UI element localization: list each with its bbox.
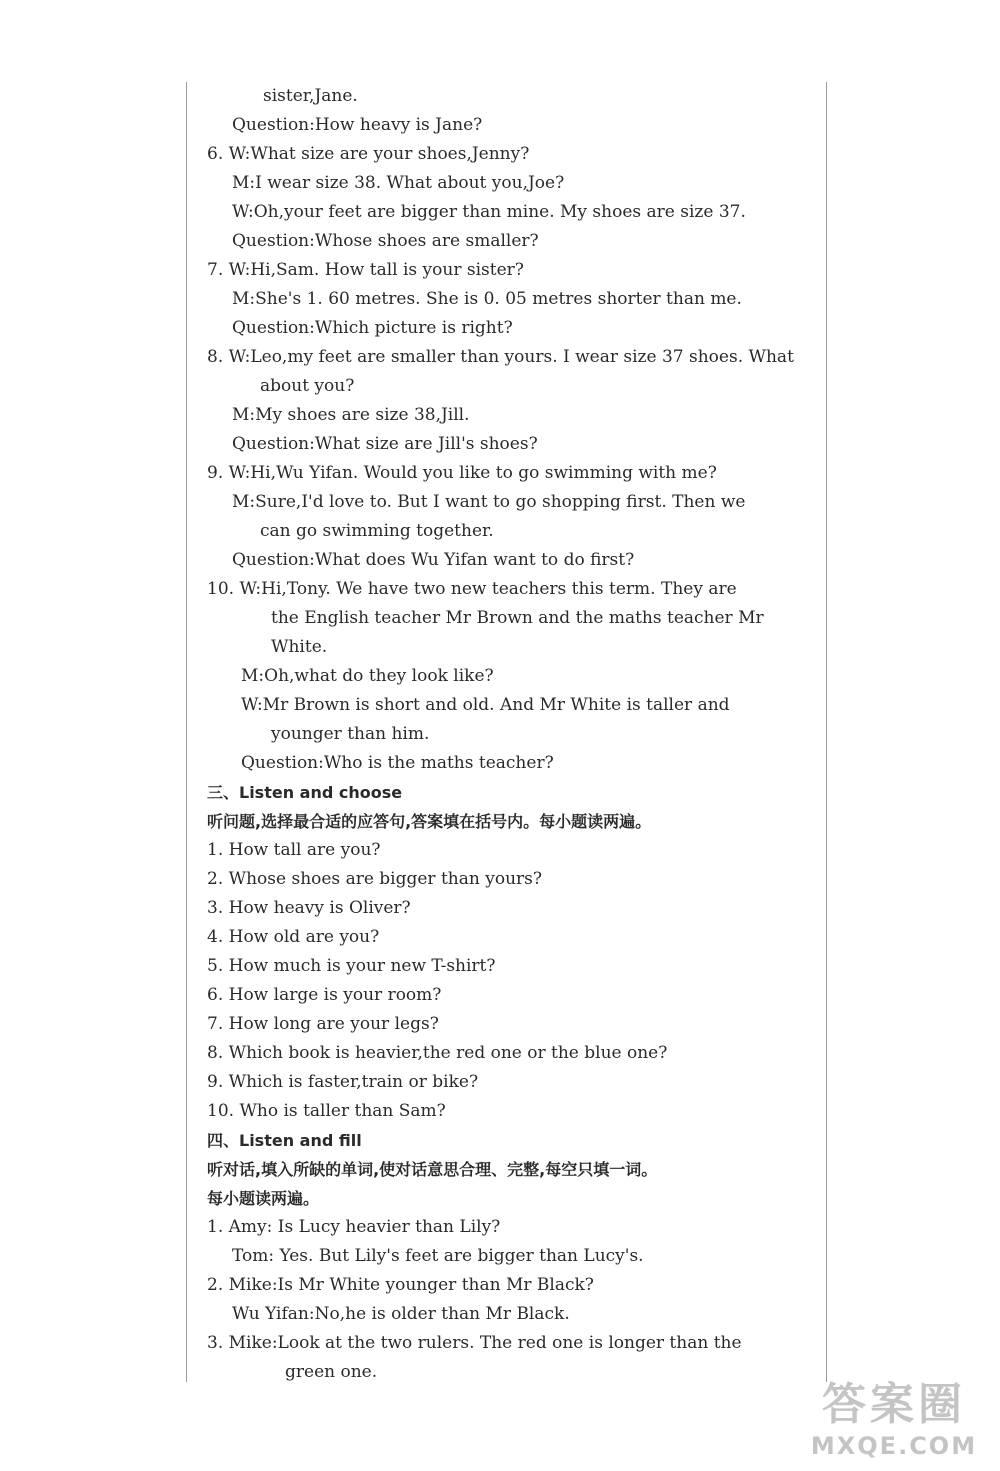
text-line: M:My shoes are size 38,Jill.: [232, 405, 470, 425]
text-line: 2. Whose shoes are bigger than yours?: [207, 869, 542, 889]
watermark-title: 答案圈: [822, 1379, 966, 1430]
section-heading: 听问题,选择最合适的应答句,答案填在括号内。每小题读两遍。: [207, 812, 652, 831]
document-body: [0, 82, 1000, 1387]
text-line: 3. How heavy is Oliver?: [207, 898, 411, 918]
text-line: M:Sure,I'd love to. But I want to go shopping first. Then we: [232, 492, 746, 512]
text-line: Tom: Yes. But Lily's feet are bigger than Lucy's.: [232, 1246, 644, 1266]
text-line: 3. Mike:Look at the two rulers. The red one is longer than the: [207, 1333, 742, 1353]
watermark-logo: [794, 1379, 994, 1469]
text-line: 4. How old are you?: [207, 927, 380, 947]
text-line: 7. W:Hi,Sam. How tall is your sister?: [207, 260, 524, 280]
text-line: Question:Whose shoes are smaller?: [232, 231, 539, 251]
text-line: 2. Mike:Is Mr White younger than Mr Black?: [207, 1275, 594, 1295]
text-line: about you?: [260, 376, 355, 396]
text-line: 1. Amy: Is Lucy heavier than Lily?: [207, 1217, 501, 1237]
text-line: Question:Which picture is right?: [232, 318, 513, 338]
text-line: Question:What does Wu Yifan want to do first?: [232, 550, 635, 570]
text-line: 9. W:Hi,Wu Yifan. Would you like to go swimming with me?: [207, 463, 717, 483]
text-line: younger than him.: [271, 724, 430, 744]
watermark-url: MXQE.COM: [810, 1432, 978, 1460]
text-line: 1. How tall are you?: [207, 840, 381, 860]
text-line: 7. How long are your legs?: [207, 1014, 439, 1034]
text-line: Question:What size are Jill's shoes?: [232, 434, 538, 454]
text-line: the English teacher Mr Brown and the maths teacher Mr: [271, 608, 764, 628]
text-line: M:I wear size 38. What about you,Joe?: [232, 173, 565, 193]
text-line: sister,Jane.: [263, 86, 358, 106]
text-line: W:Oh,your feet are bigger than mine. My shoes are size 37.: [232, 202, 746, 222]
text-line: can go swimming together.: [260, 521, 494, 541]
text-line: W:Mr Brown is short and old. And Mr White is taller and: [241, 695, 730, 715]
text-line: 6. How large is your room?: [207, 985, 442, 1005]
section-heading: 听对话,填入所缺的单词,使对话意思合理、完整,每空只填一词。: [207, 1160, 658, 1179]
text-line: M:She's 1. 60 metres. She is 0. 05 metres shorter than me.: [232, 289, 742, 309]
section-heading: 每小题读两遍。: [207, 1189, 320, 1208]
text-line: Wu Yifan:No,he is older than Mr Black.: [232, 1304, 570, 1324]
text-line: 10. W:Hi,Tony. We have two new teachers this term. They are: [207, 579, 737, 599]
text-line: 8. W:Leo,my feet are smaller than yours. I wear size 37 shoes. What: [207, 347, 794, 367]
text-line: White.: [271, 637, 328, 657]
text-line: green one.: [285, 1362, 378, 1382]
text-line: Question:How heavy is Jane?: [232, 115, 483, 135]
section-heading: 四、Listen and fill: [207, 1131, 362, 1150]
text-line: 10. Who is taller than Sam?: [207, 1101, 446, 1121]
text-line: 5. How much is your new T-shirt?: [207, 956, 496, 976]
text-line: 6. W:What size are your shoes,Jenny?: [207, 144, 530, 164]
text-line: 8. Which book is heavier,the red one or the blue one?: [207, 1043, 668, 1063]
text-line: 9. Which is faster,train or bike?: [207, 1072, 479, 1092]
text-line: M:Oh,what do they look like?: [241, 666, 494, 686]
text-line: Question:Who is the maths teacher?: [241, 753, 554, 773]
section-heading: 三、Listen and choose: [207, 783, 403, 802]
